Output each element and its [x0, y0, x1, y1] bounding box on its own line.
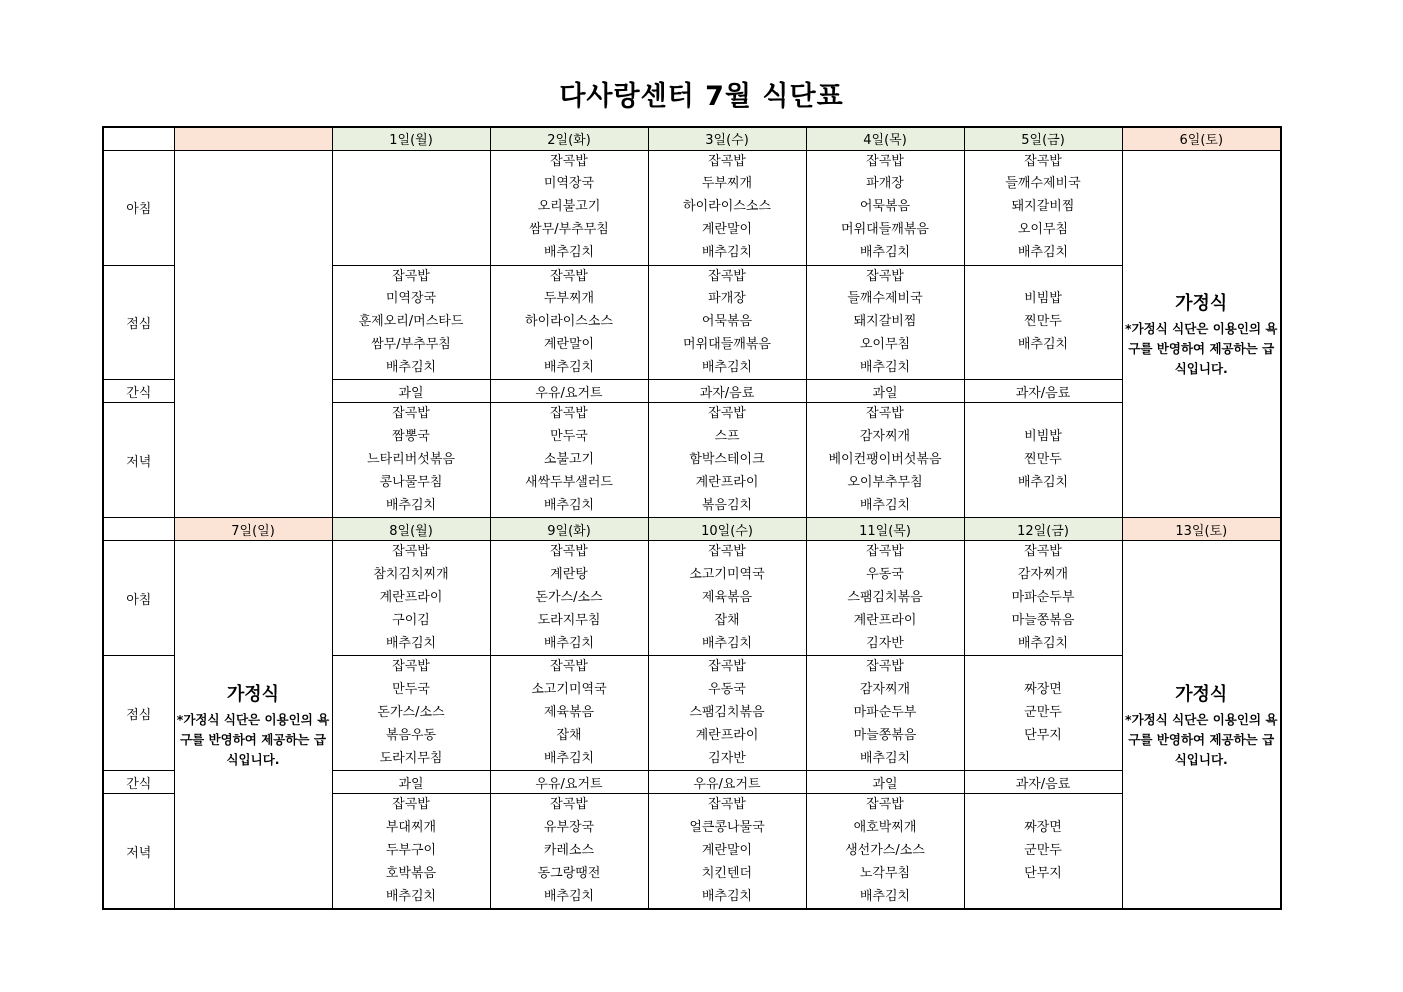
menu-item: 쌈무/부추무침 — [529, 221, 609, 237]
menu-item: 도라지무침 — [379, 750, 443, 766]
breakfast-row — [103, 150, 1281, 265]
meal-cell — [648, 656, 806, 771]
menu-item: 감자찌개 — [859, 682, 911, 698]
menu-item: 배추김치 — [701, 888, 753, 904]
menu-item: 비빔밥 — [1024, 429, 1062, 445]
snack-cell: 과일 — [806, 771, 964, 794]
menu-item: 계란프라이 — [695, 474, 759, 490]
meal-cell — [332, 794, 490, 909]
menu-item: 마파순두부 — [1011, 590, 1075, 606]
meal-label-dinner: 저녁 — [103, 794, 174, 909]
day-header — [174, 127, 332, 150]
meal-cell — [806, 403, 964, 518]
meal-cell — [332, 265, 490, 380]
menu-item: 구이김 — [392, 612, 430, 628]
meal-label-dinner: 저녁 — [103, 403, 174, 518]
home-meal-cell-week2-sat — [1122, 541, 1281, 909]
menu-item: 새싹두부샐러드 — [525, 474, 613, 490]
menu-item: 우동국 — [866, 567, 904, 583]
menu-item: 오이무침 — [1017, 221, 1069, 237]
meal-cell — [806, 656, 964, 771]
day-header: 13일(토) — [1122, 518, 1281, 541]
menu-item: 배추김치 — [859, 497, 911, 513]
menu-item: 쌈무/부추무침 — [371, 336, 451, 352]
day-header: 1일(월) — [332, 127, 490, 150]
menu-item: 들깨수제비국 — [1005, 176, 1081, 192]
menu-item: 계란말이 — [701, 221, 753, 237]
menu-item: 잡곡밥 — [866, 268, 904, 284]
home-meal-title: 가정식 — [226, 683, 280, 705]
menu-item: 잡곡밥 — [866, 544, 904, 560]
menu-item: 하이라이스소스 — [683, 199, 771, 215]
menu-item: 어묵볶음 — [859, 199, 911, 215]
menu-item: 배추김치 — [701, 635, 753, 651]
menu-item: 계란말이 — [543, 336, 595, 352]
home-meal-note: *가정식 식단은 이용인의 욕구를 반영하여 제공하는 급식입니다. — [1125, 711, 1278, 767]
menu-item: 하이라이스소스 — [525, 314, 613, 330]
day-header: 3일(수) — [648, 127, 806, 150]
menu-item: 배추김치 — [543, 888, 595, 904]
menu-item: 잡곡밥 — [550, 544, 588, 560]
menu-item: 호박볶음 — [385, 865, 437, 881]
menu-item: 스프 — [714, 429, 740, 445]
menu-item: 두부찌개 — [701, 176, 753, 192]
menu-item: 어묵볶음 — [701, 314, 753, 330]
menu-item: 마늘쫑볶음 — [853, 727, 917, 743]
menu-item: 돈가스/소스 — [535, 590, 603, 606]
menu-item: 김자반 — [866, 635, 904, 651]
menu-item: 애호박찌개 — [853, 820, 917, 836]
menu-item: 잡곡밥 — [1024, 544, 1062, 560]
menu-item: 제육볶음 — [701, 590, 753, 606]
menu-item: 얼큰콩나물국 — [689, 820, 765, 836]
menu-item: 파개장 — [866, 176, 904, 192]
menu-item: 파개장 — [708, 291, 746, 307]
meal-cell — [964, 403, 1122, 518]
breakfast-row — [103, 541, 1281, 656]
menu-item: 잡곡밥 — [550, 659, 588, 675]
menu-item: 단무지 — [1024, 727, 1062, 743]
menu-item: 잡곡밥 — [392, 544, 430, 560]
meal-cell — [648, 794, 806, 909]
menu-item: 베이컨팽이버섯볶음 — [828, 452, 942, 468]
meal-cell — [648, 265, 806, 380]
snack-cell: 과자/음료 — [964, 771, 1122, 794]
menu-item: 두부구이 — [385, 843, 437, 859]
meal-label-lunch: 점심 — [103, 265, 174, 380]
meal-label-snack: 간식 — [103, 771, 174, 794]
menu-item: 돼지갈비찜 — [853, 314, 917, 330]
menu-item: 미역장국 — [543, 176, 595, 192]
menu-item: 군만두 — [1024, 843, 1062, 859]
menu-item: 배추김치 — [859, 244, 911, 260]
meal-cell — [648, 541, 806, 656]
meal-cell — [490, 656, 648, 771]
empty-cell — [174, 150, 332, 518]
meal-label-breakfast: 아침 — [103, 541, 174, 656]
menu-item: 잡곡밥 — [550, 268, 588, 284]
day-header: 8일(월) — [332, 518, 490, 541]
menu-item: 단무지 — [1024, 865, 1062, 881]
meal-cell — [332, 541, 490, 656]
menu-item: 잡곡밥 — [392, 659, 430, 675]
menu-item: 오리불고기 — [537, 199, 601, 215]
menu-item: 계란말이 — [701, 843, 753, 859]
menu-item: 스팸김치볶음 — [847, 590, 923, 606]
page-title: 다사랑센터 7월 식단표 — [559, 81, 844, 112]
meal-cell — [806, 265, 964, 380]
snack-cell: 우유/요거트 — [490, 380, 648, 403]
menu-item: 배추김치 — [1017, 244, 1069, 260]
menu-item: 배추김치 — [385, 497, 437, 513]
menu-item: 만두국 — [550, 429, 588, 445]
meal-cell — [490, 403, 648, 518]
menu-item: 찐만두 — [1024, 452, 1062, 468]
meal-label-breakfast: 아침 — [103, 150, 174, 265]
meal-cell — [490, 541, 648, 656]
menu-item: 잡곡밥 — [708, 406, 746, 422]
menu-item: 잡곡밥 — [708, 544, 746, 560]
menu-item: 훈제오리/머스타드 — [358, 314, 464, 330]
meal-cell — [490, 265, 648, 380]
menu-item: 잡곡밥 — [392, 797, 430, 813]
menu-item: 배추김치 — [701, 244, 753, 260]
menu-item: 잡곡밥 — [1024, 153, 1062, 169]
menu-item: 짜장면 — [1024, 682, 1062, 698]
menu-item: 미역장국 — [385, 291, 437, 307]
menu-item: 배추김치 — [859, 750, 911, 766]
meal-cell — [332, 150, 490, 265]
snack-cell: 과일 — [332, 771, 490, 794]
day-header: 12일(금) — [964, 518, 1122, 541]
menu-item: 배추김치 — [543, 359, 595, 375]
menu-item: 노각무침 — [859, 865, 911, 881]
menu-item: 동그랑땡전 — [537, 865, 601, 881]
meal-cell — [806, 794, 964, 909]
menu-item: 계란프라이 — [853, 612, 917, 628]
menu-item: 배추김치 — [385, 359, 437, 375]
menu-item: 콩나물무침 — [379, 474, 443, 490]
snack-cell: 과자/음료 — [964, 380, 1122, 403]
meal-cell — [964, 150, 1122, 265]
menu-item: 카레소스 — [543, 843, 595, 859]
day-header: 7일(일) — [174, 518, 332, 541]
menu-item: 김자반 — [708, 750, 746, 766]
menu-item: 소고기미역국 — [689, 567, 765, 583]
menu-item: 배추김치 — [859, 888, 911, 904]
day-header: 5일(금) — [964, 127, 1122, 150]
menu-item: 두부찌개 — [543, 291, 595, 307]
snack-cell: 과일 — [806, 380, 964, 403]
menu-item: 오이무침 — [859, 336, 911, 352]
menu-item: 들깨수제비국 — [847, 291, 923, 307]
home-meal-title: 가정식 — [1175, 683, 1228, 705]
menu-item: 잡곡밥 — [708, 659, 746, 675]
menu-item: 계란탕 — [550, 567, 588, 583]
menu-item: 잡곡밥 — [708, 797, 746, 813]
menu-item: 마파순두부 — [853, 705, 917, 721]
menu-item: 배추김치 — [385, 635, 437, 651]
menu-item: 만두국 — [392, 682, 430, 698]
day-header-row — [103, 518, 1281, 541]
meal-cell — [648, 150, 806, 265]
menu-item: 군만두 — [1024, 705, 1062, 721]
menu-item: 잡곡밥 — [866, 406, 904, 422]
menu-item: 잡곡밥 — [866, 153, 904, 169]
menu-item: 잡곡밥 — [550, 406, 588, 422]
menu-item: 스팸김치볶음 — [689, 705, 765, 721]
menu-item: 돼지갈비찜 — [1011, 199, 1075, 215]
snack-cell: 우유/요거트 — [490, 771, 648, 794]
menu-item: 유부장국 — [543, 820, 595, 836]
home-meal-cell-week1-sat — [1122, 150, 1281, 518]
menu-item: 치킨텐더 — [701, 865, 753, 881]
menu-item: 돈가스/소스 — [377, 705, 445, 721]
menu-item: 소불고기 — [543, 452, 595, 468]
menu-item: 배추김치 — [543, 244, 595, 260]
menu-item: 비빔밥 — [1024, 291, 1062, 307]
menu-item: 배추김치 — [859, 359, 911, 375]
meal-cell — [964, 541, 1122, 656]
menu-item: 배추김치 — [543, 497, 595, 513]
menu-item: 오이부추무침 — [847, 474, 923, 490]
meal-cell — [490, 794, 648, 909]
home-meal-note: *가정식 식단은 이용인의 욕구를 반영하여 제공하는 급식입니다. — [1125, 320, 1278, 376]
meal-cell — [332, 656, 490, 771]
day-header: 6일(토) — [1122, 127, 1281, 150]
menu-item: 계란프라이 — [695, 727, 759, 743]
menu-item: 느타리버섯볶음 — [367, 452, 455, 468]
menu-item: 볶음김치 — [701, 497, 753, 513]
menu-item: 잡곡밥 — [392, 406, 430, 422]
menu-item: 잡곡밥 — [708, 268, 746, 284]
home-meal-note: *가정식 식단은 이용인의 욕구를 반영하여 제공하는 급식입니다. — [176, 711, 330, 767]
meal-cell — [490, 150, 648, 265]
menu-item: 계란프라이 — [379, 590, 443, 606]
menu-item: 배추김치 — [1017, 635, 1069, 651]
menu-item: 배추김치 — [1017, 474, 1069, 490]
menu-item: 배추김치 — [701, 359, 753, 375]
menu-item: 도라지무침 — [537, 612, 601, 628]
day-header: 9일(화) — [490, 518, 648, 541]
meal-cell — [964, 656, 1122, 771]
day-header: 11일(목) — [806, 518, 964, 541]
meal-cell — [332, 403, 490, 518]
menu-table — [102, 126, 1282, 910]
menu-item: 소고기미역국 — [531, 682, 607, 698]
menu-item: 배추김치 — [385, 888, 437, 904]
menu-item: 잡곡밥 — [550, 153, 588, 169]
day-header: 2일(화) — [490, 127, 648, 150]
menu-item: 잡곡밥 — [866, 797, 904, 813]
menu-item: 잡곡밥 — [392, 268, 430, 284]
snack-cell: 과일 — [332, 380, 490, 403]
menu-item: 감자찌개 — [1017, 567, 1069, 583]
meal-label-snack: 간식 — [103, 380, 174, 403]
day-header: 4일(목) — [806, 127, 964, 150]
menu-item: 잡채 — [714, 612, 740, 628]
menu-item: 찐만두 — [1024, 314, 1062, 330]
menu-item: 볶음우동 — [385, 727, 437, 743]
corner-cell — [103, 518, 174, 541]
snack-cell: 과자/음료 — [648, 380, 806, 403]
menu-item: 머위대들깨볶음 — [841, 221, 929, 237]
meal-cell — [648, 403, 806, 518]
menu-item: 생선가스/소스 — [845, 843, 925, 859]
menu-item: 잡곡밥 — [550, 797, 588, 813]
corner-cell — [103, 127, 174, 150]
meal-label-lunch: 점심 — [103, 656, 174, 771]
meal-cell — [806, 541, 964, 656]
menu-item: 참치김치찌개 — [373, 567, 449, 583]
menu-item: 제육볶음 — [543, 705, 595, 721]
meal-cell — [964, 794, 1122, 909]
menu-item: 부대찌개 — [385, 820, 437, 836]
home-meal-cell-week2-sun — [174, 541, 332, 909]
menu-item: 마늘쫑볶음 — [1011, 612, 1075, 628]
meal-cell — [806, 150, 964, 265]
menu-item: 감자찌개 — [859, 429, 911, 445]
menu-item: 짜장면 — [1024, 820, 1062, 836]
menu-item: 잡곡밥 — [866, 659, 904, 675]
home-meal-title: 가정식 — [1175, 292, 1228, 314]
snack-cell: 우유/요거트 — [648, 771, 806, 794]
menu-item: 머위대들깨볶음 — [683, 336, 771, 352]
menu-item: 배추김치 — [543, 635, 595, 651]
menu-item: 잡채 — [556, 727, 582, 743]
menu-item: 함박스테이크 — [689, 452, 765, 468]
day-header: 10일(수) — [648, 518, 806, 541]
meal-cell — [964, 265, 1122, 380]
menu-item: 잡곡밥 — [708, 153, 746, 169]
day-header-row — [103, 127, 1281, 150]
menu-item: 우동국 — [708, 682, 746, 698]
menu-item: 짬뽕국 — [392, 429, 430, 445]
menu-item: 배추김치 — [543, 750, 595, 766]
menu-item: 배추김치 — [1017, 336, 1069, 352]
